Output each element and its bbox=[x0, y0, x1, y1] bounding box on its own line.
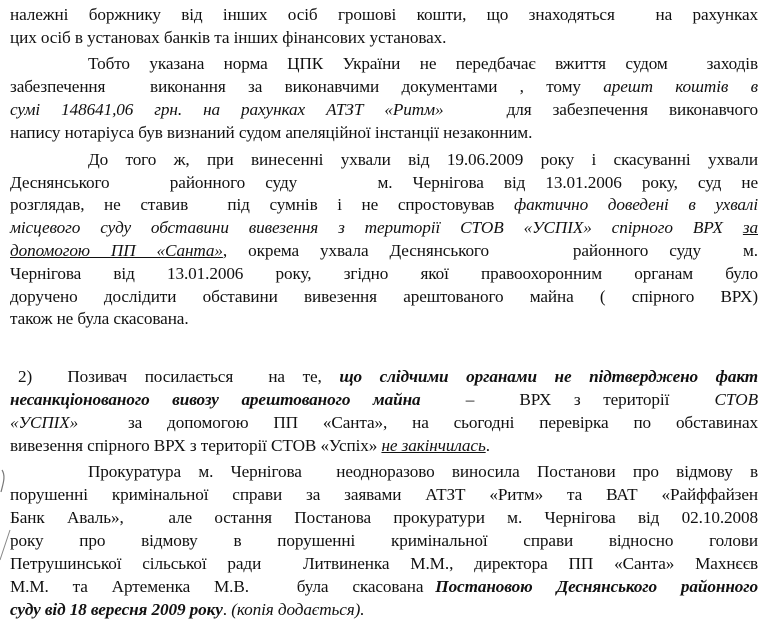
text-run: Банк Аваль», але остання Постанова прокуратури м. Чернігова від 02.10.2008 bbox=[10, 508, 758, 527]
text-line bbox=[10, 389, 758, 411]
text-run: належні боржнику від інших осіб грошові кошти, що знаходяться на рахунках bbox=[10, 5, 758, 24]
text-run: арешт коштів в bbox=[603, 77, 758, 96]
text-run: місцевого суду обставини вивезення з території СТОВ «УСПІХ» спірного ВРХ bbox=[10, 218, 743, 237]
text-run: сумі 148641,06 грн. на рахунках АТЗТ «Ритм» bbox=[10, 100, 444, 119]
text-run: Чернігова від 13.01.2006 року, згідно якої правоохоронним органам було bbox=[10, 264, 758, 283]
text-line bbox=[10, 286, 758, 308]
text-line bbox=[10, 27, 758, 49]
text-run: СТОВ bbox=[714, 390, 758, 409]
text-run: , окрема ухвала Деснянського районного суду м. bbox=[222, 241, 758, 260]
text-run: (копія додається). bbox=[231, 600, 365, 619]
text-run: року про відмову в порушенні кримінальної справи відносно голови bbox=[10, 531, 758, 550]
text-run: Петрушинської сільської ради Литвиненка М.М., директора ПП «Санта» Махнєєв bbox=[10, 554, 758, 573]
text-line bbox=[10, 194, 758, 216]
text-line bbox=[18, 366, 758, 388]
text-line bbox=[10, 4, 758, 26]
scan-stroke-left bbox=[1, 470, 4, 492]
text-line bbox=[10, 484, 758, 506]
text-run: . bbox=[222, 600, 232, 619]
text-run: вивезення спірного ВРХ з території СТОВ «Успіх» bbox=[10, 436, 382, 455]
text-run: Деснянського районного суду м. Чернігова від 13.01.2006 року, суд не bbox=[10, 173, 758, 192]
scan-stroke-bottom-left bbox=[0, 530, 10, 560]
text-run: 2) Позивач посилається на те, bbox=[18, 367, 340, 386]
text-line bbox=[10, 122, 758, 144]
text-line bbox=[10, 263, 758, 285]
text-run: забезпечення виконання за виконавчими документами , тому bbox=[10, 77, 604, 96]
text-line bbox=[10, 530, 758, 552]
text-run: що слідчими органами не підтверджено факт bbox=[339, 367, 758, 386]
text-run: До того ж, при винесенні ухвали від 19.06.2009 року і скасуванні ухвали bbox=[88, 150, 758, 169]
text-line bbox=[10, 412, 758, 434]
text-run: М.М. та Артеменка М.В. була скасована bbox=[10, 577, 436, 596]
text-run: Прокуратура м. Чернігова неодноразово виносила Постанови про відмову в bbox=[88, 462, 758, 481]
text-run: напису нотаріуса був визнаний судом апеляційної інстанції незаконним. bbox=[10, 123, 533, 142]
text-run: суду від 18 вересня 2009 року bbox=[10, 600, 223, 619]
text-line bbox=[88, 149, 758, 171]
text-line bbox=[10, 172, 758, 194]
text-run: допомогою ПП «Санта» bbox=[10, 241, 223, 260]
text-line bbox=[10, 599, 758, 621]
text-line bbox=[10, 217, 758, 239]
text-line bbox=[10, 240, 758, 262]
text-run: за допомогою ПП «Санта», на сьогодні перевірка по обставинах bbox=[78, 413, 758, 432]
text-run: для забезпечення виконавчого bbox=[443, 100, 759, 119]
text-run: доручено дослідити обставини вивезення арештованого майна ( спірного ВРХ) bbox=[10, 287, 758, 306]
text-run: несанкціонованого вивозу арештованого майна bbox=[10, 390, 421, 409]
text-line bbox=[88, 461, 758, 483]
text-run: Тобто указана норма ЦПК України не передбачає вжиття судом заходів bbox=[88, 54, 758, 73]
text-run: фактично доведені в ухвалі bbox=[513, 195, 759, 214]
text-run: Постановою Деснянського районного bbox=[435, 577, 758, 596]
text-line bbox=[88, 53, 758, 75]
text-line bbox=[10, 308, 758, 330]
text-run: також не була скасована. bbox=[10, 309, 189, 328]
text-line bbox=[10, 435, 758, 457]
text-run: цих осіб в установах банків та інших фінансових установах. bbox=[10, 28, 447, 47]
text-run: за bbox=[742, 218, 758, 237]
text-line bbox=[10, 507, 758, 529]
text-run: . bbox=[485, 436, 490, 455]
text-run: порушенні кримінальної справи за заявами АТЗТ «Ритм» та ВАТ «Райффайзен bbox=[10, 485, 758, 504]
text-run: – ВРХ з території bbox=[420, 390, 715, 409]
text-line bbox=[10, 553, 758, 575]
text-run: «УСПІХ» bbox=[10, 413, 79, 432]
text-run: розглядав, не ставив під сумнів і не спростовував bbox=[10, 195, 514, 214]
text-line bbox=[10, 76, 758, 98]
text-line bbox=[10, 99, 758, 121]
text-run: не закінчилась bbox=[381, 436, 486, 455]
text-line bbox=[10, 576, 758, 598]
